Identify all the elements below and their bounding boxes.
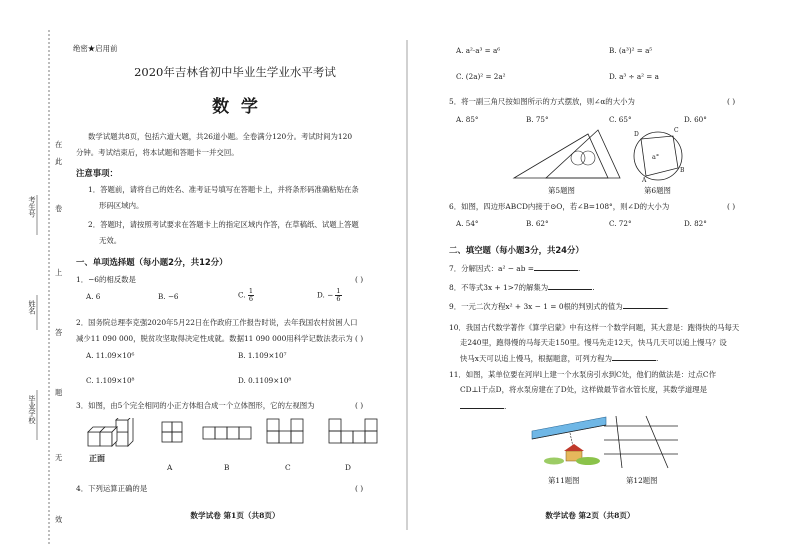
- q3-solid-figure: [84, 418, 154, 454]
- q3-option-c-label: C: [285, 463, 291, 472]
- q5-option-c: C. 65°: [609, 115, 632, 124]
- answer-paren: ( ): [727, 202, 736, 211]
- question-10: 走240里，跑得慢的马每天走150里。慢马先走12天，快马几天可以追上慢马？设: [460, 338, 727, 347]
- q3-option-b-figure: [200, 425, 256, 441]
- answer-paren: ( ): [355, 484, 364, 493]
- section-1-heading: 一、单项选择题（每小题2分，共12分）: [76, 257, 228, 267]
- notice-item: 2．答题时，请按照考试要求在答题卡上的指定区域内作答，在草稿纸、试题上答题: [88, 220, 359, 229]
- answer-blank: [534, 263, 578, 271]
- answer-blank: [460, 401, 504, 409]
- q4-option-b: B. (a³)² = a⁵: [609, 46, 653, 55]
- seal-char: 在: [55, 140, 63, 149]
- question-9: 9．一元二次方程x² + 3x − 1 = 0根的判别式的值为 .: [449, 302, 670, 311]
- page-footer: 数学试卷 第1页（共8页）: [190, 511, 280, 520]
- q6-option-b: B. 62°: [526, 219, 549, 228]
- seal-char: 上: [55, 268, 63, 277]
- question-2: 2．国务院总理李克强2020年5月22日在作政府工作报告时说，去年我国农村贫困人口: [76, 318, 358, 327]
- q3-option-a-figure: [160, 420, 186, 446]
- q3-option-a-label: A: [167, 463, 173, 472]
- question-1: 1．−6的相反数是: [76, 275, 136, 284]
- fig6-point-label: A: [642, 177, 647, 184]
- page-footer: 数学试卷 第2页（共8页）: [545, 511, 635, 520]
- question-8: 8．不等式3x + 1>7的解集为 .: [449, 283, 595, 292]
- question-6: 6．如图，四边形ABCD内接于⊙O，若∠B=108°，则∠D的大小为: [449, 202, 670, 211]
- q2-option-d: D. 0.1109×10⁸: [238, 376, 292, 385]
- q2-option-b: B. 1.109×10⁷: [238, 351, 287, 360]
- answer-blank: [623, 301, 667, 309]
- fig5-triangles: [508, 128, 628, 182]
- notice-item: 1．答题前，请将自己的姓名、准考证号填写在答题卡上，并将条形码准确粘贴在条: [88, 185, 359, 194]
- q4-option-a: A. a²·a³ = a⁶: [456, 46, 501, 55]
- exam-number-label: 考生号: [28, 196, 37, 218]
- answer-paren: ( ): [355, 401, 364, 410]
- q6-option-c: C. 72°: [609, 219, 632, 228]
- question-11: 11．如图，某单位要在河岸l上建一个水泵房引水到C处，他们的做法是：过点C作: [449, 370, 716, 379]
- answer-paren: ( ): [355, 275, 364, 284]
- q3-option-c-figure: [264, 417, 314, 447]
- notice-title: 注意事项：: [76, 168, 118, 178]
- intro-line: 分钟。考试结束后，将本试题和答题卡一并交回。: [76, 148, 239, 157]
- question-10: 10．我国古代数学著作《算学启蒙》中有这样一个数学问题，其大意是：跑得快的马每天: [449, 323, 740, 332]
- fig6-caption: 第6题图: [644, 186, 671, 195]
- question-11: CD⊥l于点D，将水泵房建在了D处，这样做最节省水管长度，其数学道理是: [460, 385, 708, 394]
- answer-blank: [548, 282, 592, 290]
- student-name-label: 姓名: [28, 300, 37, 315]
- q4-option-c: C. (2a)² = 2a²: [456, 72, 506, 81]
- seal-char: 答: [55, 328, 63, 337]
- answer-paren: ( ): [355, 334, 364, 343]
- q6-option-d: D. 82°: [684, 219, 707, 228]
- question-7: 7．分解因式：a² − ab = .: [449, 264, 581, 273]
- q3-option-d-label: D: [345, 463, 351, 472]
- q6-option-a: A. 54°: [456, 219, 479, 228]
- q5-option-d: D. 60°: [684, 115, 707, 124]
- fig6-angle-label: a°: [652, 153, 660, 161]
- q1-option-a: A. 6: [86, 292, 101, 301]
- q3-option-b-label: B: [224, 463, 230, 472]
- seal-char: 题: [55, 388, 63, 397]
- question-10: 快马x天可以追上慢马，根据题意，可列方程为 .: [460, 354, 659, 363]
- question-2: 减少11 090 000，脱贫攻坚取得决定性成就。数据11 090 000用科学记数法表示为: [76, 334, 353, 343]
- q1-option-c: C. $\frac{1}{6}$: [238, 287, 253, 303]
- seal-char: 无: [55, 453, 63, 462]
- q1-option-d: D. − $\frac{1}{6}$: [317, 287, 341, 303]
- binding-dashed-line: [0, 0, 63, 560]
- fig11-river-scene: [528, 415, 610, 469]
- intro-line: 数学试题共8页，包括六道大题，共26道小题。全卷满分120分。考试时间为120: [88, 132, 353, 141]
- q5-option-b: B. 75°: [526, 115, 549, 124]
- question-11: .: [460, 401, 506, 412]
- exam-title: 2020年吉林省初中毕业生学业水平考试: [134, 65, 336, 79]
- q2-option-a: A. 11.09×10⁶: [86, 351, 135, 360]
- fig11-caption: 第11题图: [548, 476, 580, 485]
- q1-option-b: B. −6: [158, 292, 179, 301]
- fig6-point-label: D: [634, 131, 639, 138]
- confidential-mark: 绝密★启用前: [73, 44, 118, 53]
- front-view-label: 正面: [89, 453, 105, 463]
- notice-item: 形码区域内。: [99, 201, 144, 210]
- answer-paren: ( ): [727, 97, 736, 106]
- fig12-caption: 第12题图: [626, 476, 658, 485]
- fig12-parallel-lines: [600, 412, 682, 472]
- subject-title: 数 学: [212, 97, 258, 117]
- q2-option-c: C. 1.109×10⁸: [86, 376, 135, 385]
- notice-item: 无效。: [99, 236, 122, 245]
- q4-option-d: D. a³ ÷ a² = a: [609, 72, 659, 81]
- answer-blank: [612, 353, 656, 361]
- fig6-point-label: B: [680, 167, 685, 174]
- seal-char: 效: [55, 515, 63, 524]
- seal-char: 此: [55, 157, 63, 166]
- question-5: 5．将一副三角尺按如图所示的方式摆放，则∠α的大小为: [449, 97, 635, 106]
- seal-char: 卷: [55, 204, 63, 213]
- section-2-heading: 二、填空题（每小题3分，共24分）: [449, 245, 584, 255]
- q5-option-a: A. 85°: [456, 115, 479, 124]
- page-divider: [405, 40, 409, 530]
- fig6-point-label: C: [674, 127, 679, 134]
- question-4: 4．下列运算正确的是: [76, 484, 148, 493]
- graduate-school-label: 毕业学校: [28, 395, 37, 424]
- question-3: 3．如图，由5个完全相同的小正方体组合成一个立体图形，它的左视图为: [76, 401, 315, 410]
- q3-option-d-figure: [326, 417, 382, 447]
- fig5-caption: 第5题图: [548, 186, 575, 195]
